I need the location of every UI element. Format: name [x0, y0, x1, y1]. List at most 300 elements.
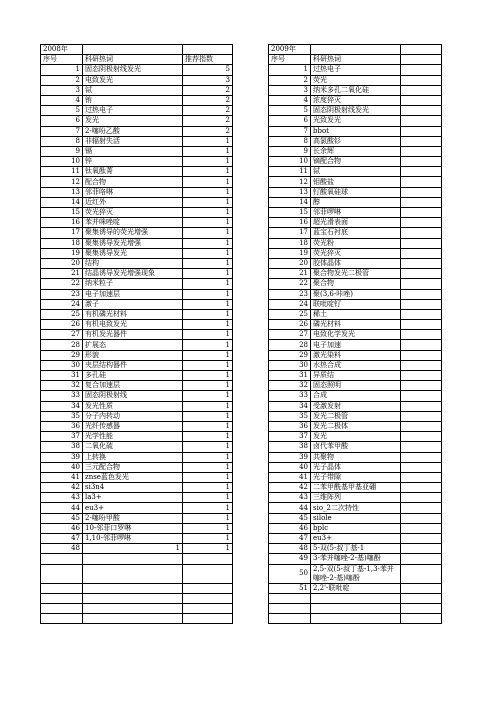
seq-cell: 30	[269, 360, 311, 370]
seq-cell: 40	[41, 462, 83, 472]
seq-cell: 47	[41, 534, 83, 544]
seq-cell: 28	[269, 340, 311, 350]
empty-cell	[41, 564, 83, 583]
table-row	[41, 371, 442, 381]
index-cell: 3	[183, 75, 233, 85]
seq-cell: 22	[269, 279, 311, 289]
seq-cell: 7	[41, 126, 83, 136]
seq-cell: 27	[41, 330, 83, 340]
term-cell: 高氯酸钐	[311, 136, 401, 146]
seq-cell: 16	[41, 218, 83, 228]
empty-cell	[41, 554, 83, 564]
empty-cell	[401, 360, 442, 370]
term-cell: 分子内转动	[83, 411, 183, 421]
term-cell: 固态阴极射线发光	[83, 65, 183, 75]
index-cell: 1	[183, 228, 233, 238]
term-cell: 光致发光	[311, 116, 401, 126]
empty-cell	[401, 350, 442, 360]
empty-cell	[401, 116, 442, 126]
empty-cell	[401, 564, 442, 583]
empty-cell	[401, 472, 442, 482]
term-cell: 形貌	[83, 350, 183, 360]
term-cell: 异质结	[311, 371, 401, 381]
table-row	[41, 452, 442, 462]
term-cell: 发光	[83, 116, 183, 126]
index-cell: 1	[183, 371, 233, 381]
index-cell: 1	[183, 350, 233, 360]
index-cell: 1	[183, 258, 233, 268]
seq-cell: 49	[269, 554, 311, 564]
seq-cell: 14	[269, 197, 311, 207]
hot-terms-table	[40, 44, 442, 624]
empty-cell	[401, 228, 442, 238]
term-cell: 上转换	[83, 452, 183, 462]
term-cell: 固态阴极射线	[83, 391, 183, 401]
empty-cell	[401, 258, 442, 268]
empty-cell	[311, 614, 401, 624]
table-row	[41, 136, 442, 146]
term-cell: silole	[311, 513, 401, 523]
term-cell: 联吡啶钌	[311, 299, 401, 309]
empty-cell	[401, 320, 442, 330]
empty-cell	[401, 401, 442, 411]
seq-cell: 39	[269, 452, 311, 462]
term-cell: 锌	[83, 157, 183, 167]
term-cell: 邻菲啰啉	[311, 208, 401, 218]
table-row	[41, 614, 442, 624]
empty-cell	[401, 534, 442, 544]
seq-cell: 18	[41, 238, 83, 248]
term-cell: 发光	[311, 432, 401, 442]
table-row	[41, 472, 442, 482]
table-row	[41, 544, 442, 554]
table-row	[41, 187, 442, 197]
seq-cell: 23	[41, 289, 83, 299]
header-term-2009: 科研热词	[311, 55, 401, 65]
empty-cell	[401, 452, 442, 462]
term-cell: 受激发射	[311, 401, 401, 411]
empty-cell	[83, 614, 183, 624]
index-cell: 2	[183, 106, 233, 116]
empty-cell	[269, 603, 311, 613]
term-cell: 钼酸盐	[311, 177, 401, 187]
term-cell: 水热合成	[311, 360, 401, 370]
seq-cell: 37	[269, 432, 311, 442]
header-index-2008: 推荐指数	[183, 55, 233, 65]
year-2009: 2009年	[269, 45, 311, 55]
term-cell: 发光性质	[83, 401, 183, 411]
seq-cell: 48	[269, 544, 311, 554]
empty-cell	[83, 564, 183, 583]
term-cell: 镉	[83, 146, 183, 156]
table-row	[41, 583, 442, 593]
seq-cell: 5	[41, 106, 83, 116]
seq-cell: 24	[41, 299, 83, 309]
header-seq-2009: 序号	[269, 55, 311, 65]
index-cell: 1	[183, 208, 233, 218]
empty-cell	[401, 218, 442, 228]
seq-cell: 37	[41, 432, 83, 442]
empty-cell	[401, 299, 442, 309]
empty-cell	[183, 593, 233, 603]
index-cell: 1	[183, 462, 233, 472]
seq-cell: 23	[269, 289, 311, 299]
term-cell: 电致化学发光	[311, 330, 401, 340]
empty-cell	[401, 269, 442, 279]
table-row	[41, 228, 442, 238]
seq-cell: 12	[269, 177, 311, 187]
table-row	[41, 381, 442, 391]
term-cell: 钌酸氧硅球	[311, 187, 401, 197]
seq-cell: 17	[269, 228, 311, 238]
table-row	[41, 126, 442, 136]
term-cell: 光纤传感器	[83, 421, 183, 431]
empty-cell	[83, 583, 183, 593]
index-cell: 1	[183, 238, 233, 248]
index-cell: 1	[183, 309, 233, 319]
seq-cell: 31	[41, 371, 83, 381]
term-cell: 1	[83, 544, 183, 554]
term-cell: 荧光猝灭	[311, 248, 401, 258]
empty-cell	[401, 462, 442, 472]
term-cell: 邻菲咯啉	[83, 187, 183, 197]
seq-cell: 42	[41, 483, 83, 493]
empty-cell	[311, 593, 401, 603]
seq-cell: 39	[41, 452, 83, 462]
seq-cell: 44	[41, 503, 83, 513]
empty-cell	[401, 106, 442, 116]
table-row	[41, 513, 442, 523]
seq-cell: 46	[41, 523, 83, 533]
index-cell: 1	[183, 493, 233, 503]
table-row	[41, 299, 442, 309]
seq-cell: 3	[269, 85, 311, 95]
term-cell: 5-双(5-叔丁基-1	[311, 544, 401, 554]
seq-cell: 40	[269, 462, 311, 472]
seq-cell: 34	[269, 401, 311, 411]
seq-cell: 24	[269, 299, 311, 309]
header-term-2008: 科研热词	[83, 55, 183, 65]
term-cell: 铕	[83, 95, 183, 105]
term-cell: 纳米多孔二氧化硅	[311, 85, 401, 95]
empty-cell	[183, 603, 233, 613]
empty-cell	[269, 593, 311, 603]
term-cell: bbot	[311, 126, 401, 136]
empty-cell	[401, 146, 442, 156]
seq-cell: 10	[269, 157, 311, 167]
seq-cell: 9	[269, 146, 311, 156]
seq-cell: 8	[269, 136, 311, 146]
seq-cell: 11	[269, 167, 311, 177]
term-cell: 激子	[83, 299, 183, 309]
table-row	[41, 391, 442, 401]
index-cell: 1	[183, 472, 233, 482]
index-cell: 1	[183, 146, 233, 156]
seq-cell: 14	[41, 197, 83, 207]
table-row	[41, 503, 442, 513]
table-row	[41, 146, 442, 156]
empty-cell	[401, 523, 442, 533]
seq-cell: 51	[269, 583, 311, 593]
empty-cell	[401, 65, 442, 75]
term-cell: 共聚物	[311, 452, 401, 462]
term-cell: 二氧化硫	[83, 442, 183, 452]
term-cell: eu3+	[311, 534, 401, 544]
term-cell: 电子加速层	[83, 289, 183, 299]
empty-cell	[401, 95, 442, 105]
term-cell: 稀土	[311, 309, 401, 319]
seq-cell: 7	[269, 126, 311, 136]
seq-cell: 32	[41, 381, 83, 391]
seq-cell: 6	[41, 116, 83, 126]
empty-cell	[401, 157, 442, 167]
index-cell: 1	[183, 248, 233, 258]
seq-cell: 1	[269, 65, 311, 75]
table-row	[41, 279, 442, 289]
index-cell: 1	[183, 513, 233, 523]
term-cell: 夹层结构器件	[83, 360, 183, 370]
term-cell: 光子晶体	[311, 462, 401, 472]
seq-cell: 48	[41, 544, 83, 554]
empty-cell	[183, 564, 233, 583]
table-row	[41, 218, 442, 228]
term-cell: 固态照明	[311, 381, 401, 391]
seq-cell: 8	[41, 136, 83, 146]
empty-cell	[401, 85, 442, 95]
seq-cell: 41	[41, 472, 83, 482]
term-cell: 电子加速	[311, 340, 401, 350]
seq-cell: 29	[269, 350, 311, 360]
seq-cell: 43	[269, 493, 311, 503]
index-cell: 1	[183, 177, 233, 187]
empty-cell	[401, 75, 442, 85]
term-cell: 2,2'-联吡啶	[311, 583, 401, 593]
table-row	[41, 238, 442, 248]
index-cell: 5	[183, 65, 233, 75]
seq-cell: 25	[269, 309, 311, 319]
index-cell: 2	[183, 126, 233, 136]
term-cell: 荧光	[311, 75, 401, 85]
empty-cell	[183, 614, 233, 624]
index-cell: 2	[183, 116, 233, 126]
empty-cell	[83, 603, 183, 613]
table-row	[41, 593, 442, 603]
seq-cell: 38	[269, 442, 311, 452]
term-cell: 二苯甲酰基甲基亚硼	[311, 483, 401, 493]
term-cell: 扩展态	[83, 340, 183, 350]
seq-cell: 50	[269, 564, 311, 583]
term-cell: 过热电子	[311, 65, 401, 75]
index-cell: 1	[183, 442, 233, 452]
seq-cell: 21	[41, 269, 83, 279]
term-cell: 2-噻吩乙酸	[83, 126, 183, 136]
term-cell: 蓝宝石衬底	[311, 228, 401, 238]
term-cell: 配合物	[83, 177, 183, 187]
seq-cell: 12	[41, 177, 83, 187]
table-row	[41, 564, 442, 583]
seq-cell: 26	[41, 320, 83, 330]
empty-cell	[401, 330, 442, 340]
index-cell: 1	[183, 187, 233, 197]
term-cell: 2-噻吩甲酸	[83, 513, 183, 523]
seq-cell: 35	[41, 411, 83, 421]
seq-cell: 42	[269, 483, 311, 493]
empty-cell	[401, 544, 442, 554]
term-cell: 非辐射失活	[83, 136, 183, 146]
header-row	[41, 55, 442, 65]
table-row	[41, 75, 442, 85]
index-cell: 1	[183, 411, 233, 421]
term-cell: 长余辉	[311, 146, 401, 156]
seq-cell: 45	[269, 513, 311, 523]
term-cell: 光学性能	[83, 432, 183, 442]
table-row	[41, 523, 442, 533]
table-row	[41, 442, 442, 452]
term-cell: 2,5-双(5-叔丁基-1,3-苯并噻唑-2-基)噻酚	[311, 564, 401, 583]
index-cell: 1	[183, 421, 233, 431]
table-row	[41, 320, 442, 330]
empty-cell	[401, 167, 442, 177]
table-row	[41, 603, 442, 613]
table-row	[41, 116, 442, 126]
empty-cell	[401, 432, 442, 442]
seq-cell: 4	[269, 95, 311, 105]
table-row	[41, 554, 442, 564]
term-cell: 聚集诱导发光	[83, 248, 183, 258]
term-cell: 固态阴极射线发光	[311, 106, 401, 116]
index-cell: 1	[183, 452, 233, 462]
empty-cell	[401, 208, 442, 218]
term-cell: 三元配合物	[83, 462, 183, 472]
empty-cell	[401, 493, 442, 503]
index-cell: 1	[183, 330, 233, 340]
empty-cell	[183, 554, 233, 564]
empty-cell	[401, 513, 442, 523]
table-row	[41, 350, 442, 360]
seq-cell: 2	[41, 75, 83, 85]
term-cell: 过热电子	[83, 106, 183, 116]
year-row	[41, 45, 442, 55]
term-cell: 苯并咪唑啶	[83, 218, 183, 228]
table-row	[41, 95, 442, 105]
table-row	[41, 462, 442, 472]
seq-cell: 4	[41, 95, 83, 105]
seq-cell: 18	[269, 238, 311, 248]
table-row	[41, 483, 442, 493]
empty-cell	[401, 136, 442, 146]
index-cell: 1	[183, 523, 233, 533]
index-cell: 1	[183, 483, 233, 493]
seq-cell: 19	[41, 248, 83, 258]
seq-cell: 5	[269, 106, 311, 116]
empty-cell	[401, 126, 442, 136]
empty-cell	[401, 483, 442, 493]
index-cell: 1	[183, 269, 233, 279]
term-cell: 10-邻菲口罗啉	[83, 523, 183, 533]
table-row	[41, 289, 442, 299]
term-cell: 有机发光器件	[83, 330, 183, 340]
term-cell: 聚集诱导发光增强	[83, 238, 183, 248]
index-cell: 1	[183, 381, 233, 391]
seq-cell: 17	[41, 228, 83, 238]
seq-cell: 13	[269, 187, 311, 197]
empty-cell	[401, 614, 442, 624]
seq-cell: 22	[41, 279, 83, 289]
table-row	[41, 330, 442, 340]
term-cell: 电致发光	[83, 75, 183, 85]
term-cell: 聚集诱导的荧光增强	[83, 228, 183, 238]
index-cell: 1	[183, 503, 233, 513]
term-cell: 铽	[311, 167, 401, 177]
seq-cell: 15	[269, 208, 311, 218]
empty-cell	[401, 503, 442, 513]
table-row	[41, 360, 442, 370]
seq-cell: 16	[269, 218, 311, 228]
empty-cell	[269, 614, 311, 624]
empty-cell	[401, 248, 442, 258]
empty-cell	[401, 371, 442, 381]
term-cell: bplc	[311, 523, 401, 533]
empty-cell	[41, 583, 83, 593]
term-cell: 镝配合物	[311, 157, 401, 167]
seq-cell: 38	[41, 442, 83, 452]
empty-cell	[401, 279, 442, 289]
index-cell: 1	[183, 544, 233, 554]
table-row	[41, 401, 442, 411]
empty-cell	[83, 593, 183, 603]
term-cell: eu3+	[83, 503, 183, 513]
table-row	[41, 411, 442, 421]
seq-cell: 36	[269, 421, 311, 431]
index-cell: 1	[183, 167, 233, 177]
seq-cell: 26	[269, 320, 311, 330]
index-cell: 1	[183, 279, 233, 289]
empty-cell	[401, 442, 442, 452]
table-row	[41, 157, 442, 167]
empty-cell	[401, 177, 442, 187]
term-cell: 浓度猝灭	[311, 95, 401, 105]
empty-cell	[401, 187, 442, 197]
seq-cell: 27	[269, 330, 311, 340]
empty-cell	[83, 554, 183, 564]
table-row	[41, 309, 442, 319]
term-cell: 聚合物	[311, 279, 401, 289]
index-cell: 1	[183, 197, 233, 207]
seq-cell: 34	[41, 401, 83, 411]
seq-cell: 21	[269, 269, 311, 279]
seq-cell: 10	[41, 157, 83, 167]
term-cell: znse蓝色发光	[83, 472, 183, 482]
term-cell: 结构	[83, 258, 183, 268]
index-cell: 1	[183, 360, 233, 370]
table-row	[41, 269, 442, 279]
term-cell: 结晶诱导发光增强现象	[83, 269, 183, 279]
seq-cell: 20	[269, 258, 311, 268]
term-cell: la3+	[83, 493, 183, 503]
spreadsheet	[40, 44, 442, 624]
term-cell: 三维阵列	[311, 493, 401, 503]
table-row	[41, 340, 442, 350]
term-cell: 发光二极管	[311, 411, 401, 421]
table-row	[41, 197, 442, 207]
empty-cell	[401, 381, 442, 391]
term-cell: 磷光材料	[311, 320, 401, 330]
empty-cell	[401, 340, 442, 350]
term-cell: 纳米粒子	[83, 279, 183, 289]
term-cell: 光子带隙	[311, 472, 401, 482]
index-cell: 1	[183, 136, 233, 146]
index-cell: 1	[183, 299, 233, 309]
